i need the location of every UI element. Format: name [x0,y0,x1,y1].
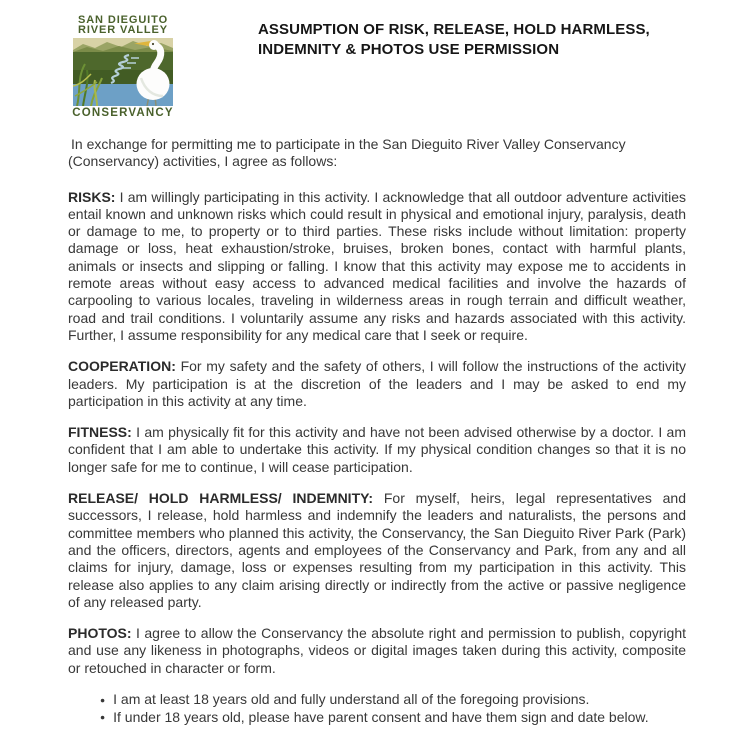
release-text: For myself, heirs, legal representatives and successors, I release, hold harmless and indemnify the leaders and naturalists, the persons and committee members who planned this activity, the Conservancy, the San Dieguito River Park (Park) and the officers, directors, agents and employees of the Conservancy and Park, from any and all claims for injury, damage, loss or expenses resulting from my participation in this activity. This release also applies to any claim arising directly or indirectly from the active or passive negligence of any released party. [68,490,686,610]
photos-text: I agree to allow the Conservancy the absolute right and permission to publish, copyright and use any likeness in photographs, videos or digital images taken during this activity, composite or retouched in character or form. [68,625,687,676]
egret-eye [152,43,154,45]
fitness-heading: FITNESS: [68,424,132,441]
cooperation-paragraph [68,358,686,410]
photos-heading: PHOTOS: [68,625,132,642]
conservancy-logo [70,15,176,119]
risks-heading: RISKS: [68,188,116,205]
intro-paragraph: In exchange for permitting me to participate in the San Dieguito River Valley Conservancy (Conservancy) activities, I agree as follows: [68,136,626,170]
risks-paragraph [68,189,686,345]
age-provisions-list [68,691,686,727]
logo-scene-icon [73,38,173,106]
logo-org-name-line1: SAN DIEGUITO [77,14,169,26]
document-body [68,136,686,727]
fitness-text: I am physically fit for this activity and have not been advised otherwise by a doctor. I am confident that I am able to undertake this activity. If my physical condition changes so that it is no longer safe for me to continue, I will cease participation. [68,424,687,475]
fitness-paragraph [68,424,686,476]
document-title-line2: INDEMNITY & PHOTOS USE PERMISSION [258,41,560,58]
document-title-line1: ASSUMPTION OF RISK, RELEASE, HOLD HARMLESS, [258,21,650,38]
cooperation-text: For my safety and the safety of others, I will follow the instructions of the activity leaders. My participation is at the discretion of the leaders and I may be asked to end my participation in this activity at any time. [68,358,686,409]
logo-org-name-line2: RIVER VALLEY [77,24,169,36]
logo-org-name-line3: CONSERVANCY [72,107,174,119]
release-paragraph [68,490,686,611]
release-heading: RELEASE/ HOLD HARMLESS/ INDEMNITY: [68,490,374,507]
risks-text: I am willingly participating in this activity. I acknowledge that all outdoor adventure activities entail known and unknown risks which could result in physical and emotional injury, paralysis, death or damage to me, to property or to third parties. These risks include without limitation: property damage or loss, heat exhaustion/stroke, bruises, broken bones, contact with harmful plants, animals or insects and slipping or falling. I know that this activity may expose me to accidents in remote areas without easy access to advanced medical facilities and involve the hazards of carpooling to various locales, traveling in wilderness areas in rough terrain and difficult weather, road and trail conditions. I voluntarily assume any risks and hazards associated with this activity. Further, I assume responsibility for any medical care that I seek or require. [68,188,686,343]
cooperation-heading: COOPERATION: [68,358,176,375]
photos-paragraph [68,625,686,677]
list-item: ● If under 18 years old, please have parent consent and have them sign and date below. [100,709,686,727]
list-item: ● I am at least 18 years old and fully understand all of the foregoing provisions. [100,691,686,709]
document-title [258,20,650,60]
